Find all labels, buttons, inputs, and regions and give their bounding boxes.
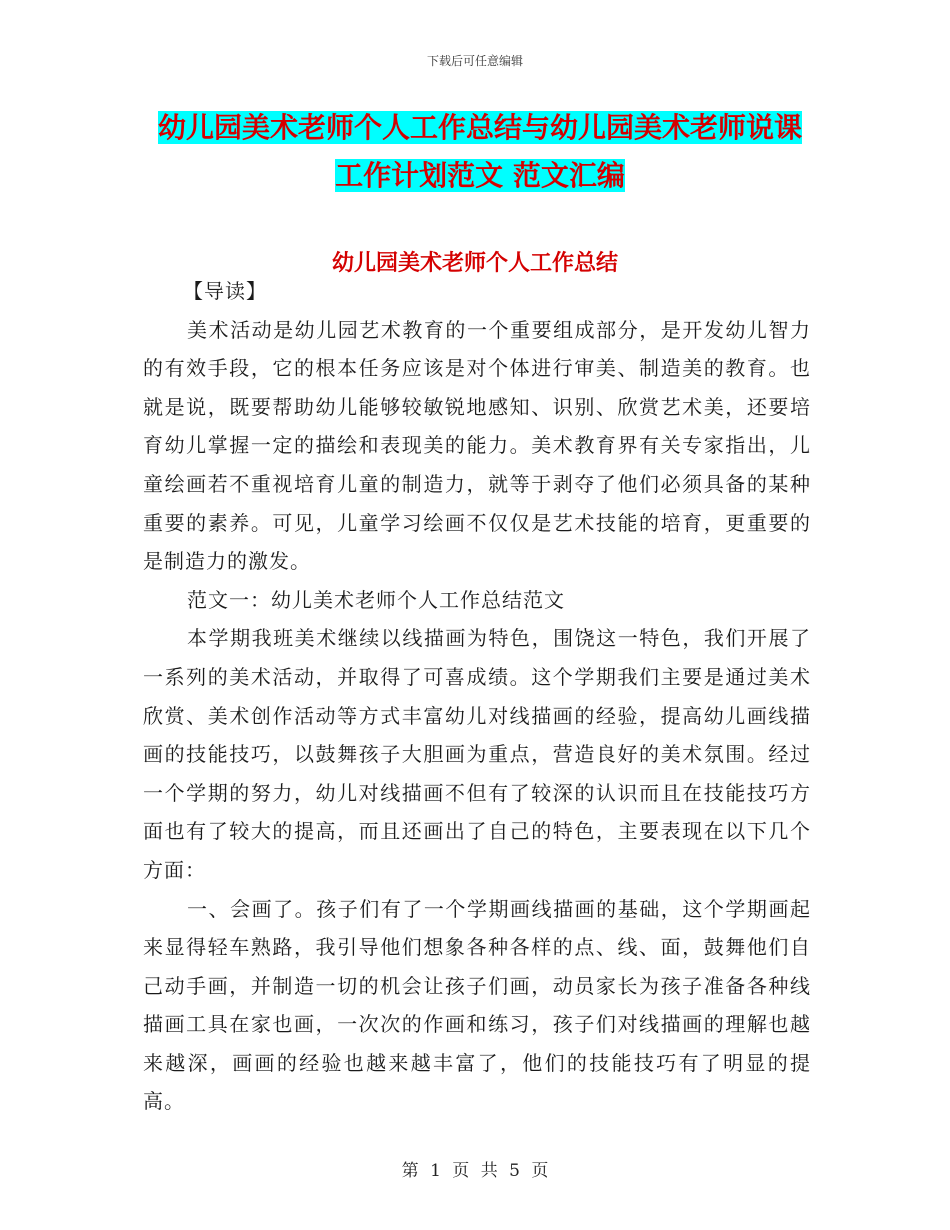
page-footer: 第 1 页 共 5 页	[401, 1161, 549, 1181]
document-title	[140, 104, 820, 200]
paragraph-sample-heading: 范文一：幼儿美术老师个人工作总结范文	[187, 587, 565, 612]
paragraph-intro: 美术活动是幼儿园艺术教育的一个重要组成部分，是开发幼儿智力的有效手段，它的根本任务应该是对个体进行审美、制造美的教育。也就是说，既要帮助幼儿能够较敏锐地感知、识别、欣赏艺术美，还要培育幼儿掌握一定的描绘和表现美的能力。美术教育界有关专家指出，儿童绘画若不重视培育儿童的制造力，就等于剥夺了他们必须具备的某种重要的素养。可见，儿童学习绘画不仅仅是艺术技能的培育，更重要的是制造力的激发。	[143, 317, 811, 574]
section-title: 幼儿园美术老师个人工作总结	[331, 251, 618, 276]
paragraph-point-one: 一、会画了。孩子们有了一个学期画线描画的基础，这个学期画起来显得轻车熟路，我引导他们想象各种各样的点、线、面，鼓舞他们自己动手画，并制造一切的机会让孩子们画，动员家长为孩子准备各种线描画工具在家也画，一次次的作画和练习，孩子们对线描画的理解也越来越深，画画的经验也越来越丰富了，他们的技能技巧有了明显的提高。	[143, 896, 811, 1114]
header-note: 下载后可任意编辑	[426, 54, 523, 68]
document-title-line-2: 工作计划范文 范文汇编	[335, 159, 625, 192]
paragraph-semester-summary: 本学期我班美术继续以线描画为特色，围饶这一特色，我们开展了一系列的美术活动，并取得了可喜成绩。这个学期我们主要是通过美术欣赏、美术创作活动等方式丰富幼儿对线描画的经验，提高幼儿画线描画的技能技巧，以鼓舞孩子大胆画为重点，营造良好的美术氛围。经过一个学期的努力，幼儿对线描画不但有了较深的认识而且在技能技巧方面也有了较大的提高，而且还画出了自己的特色，主要表现在以下几个方面：	[143, 626, 811, 882]
guide-label: 【导读】	[183, 279, 267, 303]
body-text	[143, 272, 811, 1121]
document-title-line-1: 幼儿园美术老师个人工作总结与幼儿园美术老师说课	[157, 111, 802, 144]
